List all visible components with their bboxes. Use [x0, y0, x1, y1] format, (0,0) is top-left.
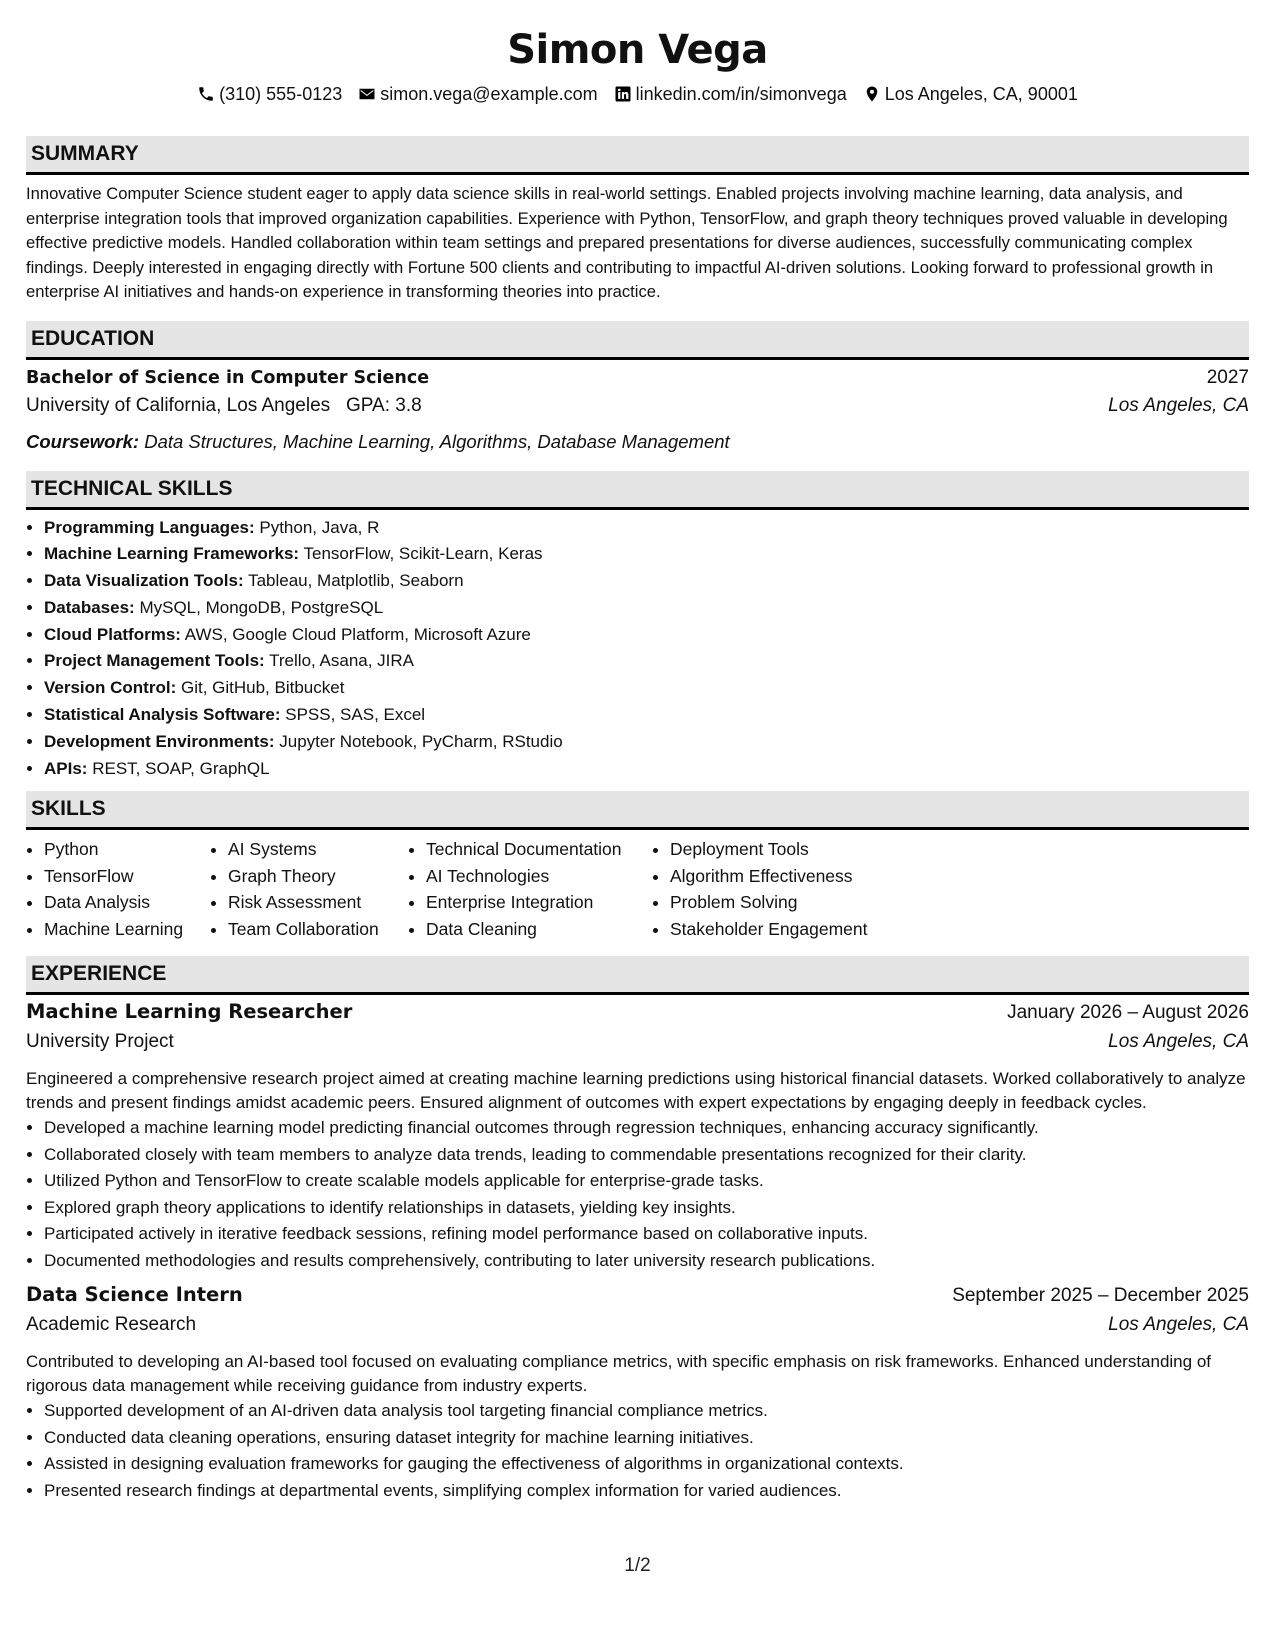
- technical-skill-item: [44, 675, 1249, 702]
- skill-item: • Graph Theory: [228, 863, 408, 890]
- technical-skill-label: Project Management Tools:: [44, 651, 265, 671]
- skill-item: • Technical Documentation: [426, 836, 652, 863]
- location-text: Los Angeles, CA, 90001: [884, 84, 1078, 104]
- job-bullet: • Collaborated closely with team members to analyze data trends, leading to commendable presentations recognized for their clarity.: [44, 1142, 1249, 1169]
- skill-item: • AI Technologies: [426, 863, 652, 890]
- skill-item: • Stakeholder Engagement: [670, 916, 892, 943]
- job-bullet: • Presented research findings at departmental events, simplifying complex information for varied audiences.: [44, 1478, 1249, 1505]
- job-bullet: • Supported development of an AI-driven data analysis tool targeting financial compliance metrics.: [44, 1398, 1249, 1425]
- job-bullets: [26, 1115, 1249, 1274]
- technical-skill-item: [44, 595, 1249, 622]
- school-location: Los Angeles, CA: [1108, 394, 1249, 416]
- skill-item: • Machine Learning: [44, 916, 210, 943]
- summary-heading: SUMMARY: [26, 136, 1249, 175]
- email-text: simon.vega@example.com: [380, 84, 598, 104]
- skills-heading: SKILLS: [26, 791, 1249, 830]
- skill-item: • Python: [44, 836, 210, 863]
- coursework-label: Coursework:: [26, 430, 140, 452]
- linkedin-icon: [614, 85, 632, 103]
- technical-skills-heading: TECHNICAL SKILLS: [26, 471, 1249, 510]
- job-bullet: • Utilized Python and TensorFlow to create scalable models applicable for enterprise-grade tasks.: [44, 1168, 1249, 1195]
- technical-skill-label: Databases:: [44, 597, 135, 617]
- job-bullet: • Developed a machine learning model predicting financial outcomes through regression techniques, enhancing accuracy significantly.: [44, 1115, 1249, 1142]
- job-bullets: [26, 1398, 1249, 1504]
- resume-page: [26, 0, 1249, 1504]
- job-location: Los Angeles, CA: [1108, 1314, 1249, 1336]
- job-entry: [26, 1283, 1249, 1504]
- candidate-name: Simon Vega: [507, 27, 768, 73]
- technical-skill-item: [44, 729, 1249, 756]
- education-heading: EDUCATION: [26, 321, 1249, 360]
- technical-skill-item: [44, 541, 1249, 568]
- job-dates: September 2025 – December 2025: [952, 1285, 1249, 1307]
- envelope-icon: [358, 85, 376, 103]
- technical-skill-label: Cloud Platforms:: [44, 624, 181, 644]
- skill-item: • Algorithm Effectiveness: [670, 863, 892, 890]
- graduation-year: 2027: [1206, 366, 1249, 388]
- skills-column: [26, 836, 210, 942]
- technical-skill-value: Jupyter Notebook, PyCharm, RStudio: [279, 731, 563, 751]
- skill-item: • Data Analysis: [44, 889, 210, 916]
- skill-item: • Team Collaboration: [228, 916, 408, 943]
- contact-location: [863, 82, 1078, 106]
- job-bullet: • Participated actively in iterative feedback sessions, refining model performance based on collaborative inputs.: [44, 1221, 1249, 1248]
- map-pin-icon: [863, 85, 881, 103]
- experience-list: [26, 1000, 1249, 1504]
- skills-grid: [26, 836, 1249, 942]
- technical-skill-label: Data Visualization Tools:: [44, 571, 244, 591]
- job-organization: University Project: [26, 1031, 174, 1053]
- job-description: Engineered a comprehensive research project aimed at creating machine learning predictions using historical financial datasets. Worked collaboratively to analyze trends and present findings amidst academic peers. Ensured alignment of outcomes with expert expectations by engaging deeply in feedback cycles.: [26, 1069, 1246, 1113]
- technical-skill-label: Version Control:: [44, 678, 177, 698]
- skill-item: • Deployment Tools: [670, 836, 892, 863]
- degree-title: Bachelor of Science in Computer Science: [26, 367, 430, 388]
- technical-skill-value: AWS, Google Cloud Platform, Microsoft Azure: [184, 624, 531, 644]
- technical-skill-label: APIs:: [44, 758, 88, 778]
- job-bullet: • Assisted in designing evaluation frameworks for gauging the effectiveness of algorithms in organizational contexts.: [44, 1451, 1249, 1478]
- gpa: GPA: 3.8: [346, 394, 422, 416]
- technical-skill-value: TensorFlow, Scikit-Learn, Keras: [303, 544, 543, 564]
- technical-skill-value: Git, GitHub, Bitbucket: [180, 678, 345, 698]
- skills-column: [652, 836, 892, 942]
- linkedin-text: linkedin.com/in/simonvega: [635, 84, 847, 104]
- coursework-list: Data Structures, Machine Learning, Algorithms, Database Management: [144, 430, 730, 452]
- job-description: Contributed to developing an AI-based tool focused on evaluating compliance metrics, with specific emphasis on risk frameworks. Enhanced understanding of rigorous data management while receiving guidance from industry experts.: [26, 1352, 1211, 1396]
- technical-skill-item: [44, 648, 1249, 675]
- skills-column: [408, 836, 652, 942]
- technical-skill-label: Programming Languages:: [44, 517, 255, 537]
- skill-item: • Risk Assessment: [228, 889, 408, 916]
- technical-skill-value: Trello, Asana, JIRA: [269, 651, 415, 671]
- job-organization: Academic Research: [26, 1314, 197, 1336]
- phone-text: (310) 555-0123: [219, 84, 343, 104]
- job-bullet: • Documented methodologies and results comprehensively, contributing to later university research publications.: [44, 1248, 1249, 1275]
- experience-heading: EXPERIENCE: [26, 956, 1249, 995]
- technical-skill-value: REST, SOAP, GraphQL: [92, 758, 270, 778]
- technical-skill-value: Tableau, Matplotlib, Seaborn: [248, 571, 464, 591]
- contact-phone[interactable]: [197, 82, 342, 106]
- skill-item: • TensorFlow: [44, 863, 210, 890]
- job-bullet: • Explored graph theory applications to identify relationships in datasets, yielding key insights.: [44, 1195, 1249, 1222]
- skill-item: • AI Systems: [228, 836, 408, 863]
- technical-skills-list: [26, 515, 1249, 783]
- technical-skill-item: [44, 515, 1249, 542]
- job-dates: January 2026 – August 2026: [1007, 1002, 1249, 1024]
- technical-skill-item: [44, 756, 1249, 783]
- job-bullet: • Conducted data cleaning operations, ensuring dataset integrity for machine learning initiatives.: [44, 1425, 1249, 1452]
- contact-email[interactable]: [358, 82, 597, 106]
- summary-text: Innovative Computer Science student eager to apply data science skills in real-world settings. Enabled projects involving machine learning, data analysis, and enterprise integration tools that improved organization capabilities. Experience with Python, TensorFlow, and graph theory techniques proved valuable in developing effective predictive models. Handled collaboration within team settings and prepared presentations for diverse audiences, successfully communicating complex findings. Deeply interested in engaging directly with Fortune 500 clients and contributing to impactful AI-driven solutions. Looking forward to professional growth in enterprise AI initiatives and hands-on experience in transforming theories into practice.: [26, 184, 1228, 301]
- contact-bar: [26, 82, 1249, 106]
- technical-skill-value: SPSS, SAS, Excel: [285, 705, 426, 725]
- technical-skill-label: Statistical Analysis Software:: [44, 705, 281, 725]
- skill-item: • Problem Solving: [670, 889, 892, 916]
- skills-column: [210, 836, 408, 942]
- skill-item: • Enterprise Integration: [426, 889, 652, 916]
- school-line: [26, 395, 422, 417]
- technical-skill-value: MySQL, MongoDB, PostgreSQL: [139, 597, 384, 617]
- coursework: [26, 431, 1249, 453]
- technical-skill-value: Python, Java, R: [259, 517, 380, 537]
- technical-skill-label: Machine Learning Frameworks:: [44, 544, 300, 564]
- school-name: University of California, Los Angeles: [26, 394, 331, 416]
- contact-linkedin[interactable]: [614, 82, 847, 106]
- phone-icon: [197, 85, 215, 103]
- job-title: Machine Learning Researcher: [26, 1000, 353, 1024]
- technical-skill-label: Development Environments:: [44, 731, 275, 751]
- job-entry: [26, 1000, 1249, 1274]
- education-entry: [26, 367, 1249, 453]
- job-title: Data Science Intern: [26, 1283, 243, 1307]
- technical-skill-item: [44, 702, 1249, 729]
- page-number: 1/2: [624, 1555, 651, 1576]
- technical-skill-item: [44, 568, 1249, 595]
- technical-skill-item: [44, 622, 1249, 649]
- skill-item: • Data Cleaning: [426, 916, 652, 943]
- job-location: Los Angeles, CA: [1108, 1031, 1249, 1053]
